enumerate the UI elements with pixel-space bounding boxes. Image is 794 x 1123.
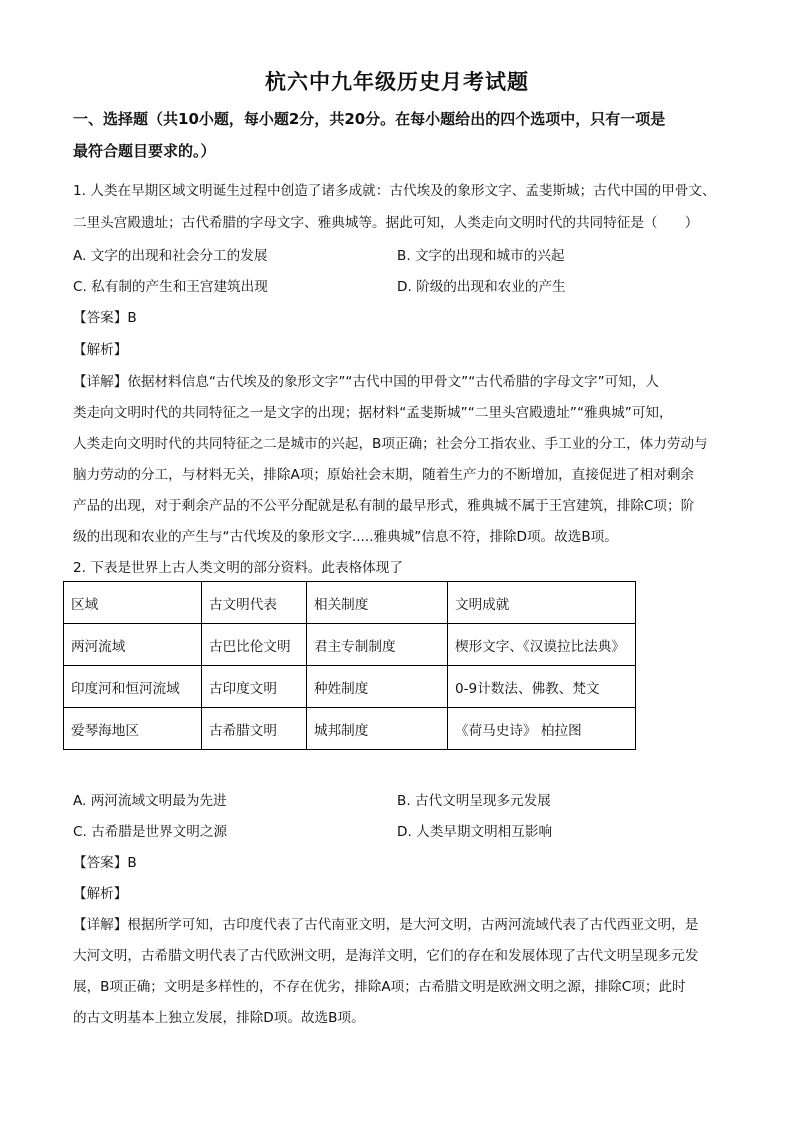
q2-option-b: B. 古代文明呈现多元发展 [397, 793, 551, 809]
table-cell: 城邦制度 [307, 708, 448, 750]
q2-detail-line-4: 的古文明基本上独立发展，排除D项。故选B项。 [73, 1010, 365, 1026]
table-header-cell: 文明成就 [448, 582, 636, 624]
q1-detail-line-3: 人类走向文明时代的共同特征之二是城市的兴起，B项正确；社会分工指农业、手工业的分工，体力劳动与 [73, 436, 708, 452]
q2-stem: 2. 下表是世界上古人类文明的部分资料。此表格体现了 [73, 560, 403, 576]
table-cell: 《荷马史诗》 柏拉图 [448, 708, 636, 750]
table-cell: 种姓制度 [307, 666, 448, 708]
table-row [64, 666, 636, 708]
table-cell: 古印度文明 [202, 666, 307, 708]
table-row [64, 708, 636, 750]
q1-detail-line-5: 产品的出现，对于剩余产品的不公平分配就是私有制的最早形式，雅典城不属于王宫建筑，排除C项；阶 [73, 498, 695, 514]
table-cell: 君主专制制度 [307, 624, 448, 666]
table-cell: 楔形文字、《汉谟拉比法典》 [448, 624, 636, 666]
table-cell: 两河流域 [64, 624, 202, 666]
section-heading-line-1: 一、选择题（共10小题，每小题2分，共20分。在每小题给出的四个选项中，只有一项是 [73, 110, 666, 128]
q1-option-b: B. 文字的出现和城市的兴起 [397, 248, 565, 264]
q1-detail-line-4: 脑力劳动的分工，与材料无关，排除A项；原始社会末期，随着生产力的不断增加，直接促进了相对剩余 [73, 467, 695, 483]
table-cell: 印度河和恒河流域 [64, 666, 202, 708]
q2-option-a: A. 两河流域文明最为先进 [73, 793, 227, 809]
q1-detail-line-2: 类走向文明时代的共同特征之一是文字的出现；据材料“孟斐斯城”“二里头宫殿遗址”“雅典城”可知， [73, 405, 673, 421]
q1-detail-line-1: 【详解】依据材料信息“古代埃及的象形文字”“古代中国的甲骨文”“古代希腊的字母文字”可知，人 [73, 374, 660, 390]
q1-option-a: A. 文字的出现和社会分工的发展 [73, 248, 268, 264]
q1-option-c: C. 私有制的产生和王宫建筑出现 [73, 279, 268, 295]
section-heading-line-2: 最符合题目要求的。） [73, 142, 216, 160]
q1-stem-line-1: 1. 人类在早期区域文明诞生过程中创造了诸多成就：古代埃及的象形文字、孟斐斯城；古代中国的甲骨文、 [73, 183, 716, 199]
q2-option-d: D. 人类早期文明相互影响 [397, 824, 553, 840]
table-header-row [64, 582, 636, 624]
page-title: 杭六中九年级历史月考试题 [265, 70, 529, 94]
q1-detail-line-6: 级的出现和农业的产生与“古代埃及的象形文字.....雅典城”信息不符，排除D项。故选B项。 [73, 529, 618, 545]
q2-option-c: C. 古希腊是世界文明之源 [73, 824, 228, 840]
table-header-cell: 相关制度 [307, 582, 448, 624]
q2-analysis-label: 【解析】 [73, 886, 128, 902]
q2-answer: 【答案】B [73, 855, 137, 871]
table-cell: 0-9计数法、佛教、梵文 [448, 666, 636, 708]
table-cell: 古希腊文明 [202, 708, 307, 750]
q1-stem-line-2: 二里头宫殿遗址；古代希腊的字母文字、雅典城等。据此可知，人类走向文明时代的共同特征是（ ） [73, 215, 699, 231]
q2-detail-line-3: 展，B项正确；文明是多样性的，不存在优劣，排除A项；古希腊文明是欧洲文明之源，排除C项；此时 [73, 979, 686, 995]
q2-detail-line-2: 大河文明，古希腊文明代表了古代欧洲文明，是海洋文明，它们的存在和发展体现了古代文明呈现多元发 [73, 948, 699, 964]
table-header-cell: 区域 [64, 582, 202, 624]
table-cell: 古巴比伦文明 [202, 624, 307, 666]
table-header-cell: 古文明代表 [202, 582, 307, 624]
q1-analysis-label: 【解析】 [73, 342, 128, 358]
q2-detail-line-1: 【详解】根据所学可知，古印度代表了古代南亚文明，是大河文明，古两河流域代表了古代西亚文明，是 [73, 917, 699, 933]
civilization-table [63, 581, 636, 750]
table-cell: 爱琴海地区 [64, 708, 202, 750]
q1-answer: 【答案】B [73, 310, 137, 326]
table-row [64, 624, 636, 666]
q1-option-d: D. 阶级的出现和农业的产生 [397, 279, 566, 295]
